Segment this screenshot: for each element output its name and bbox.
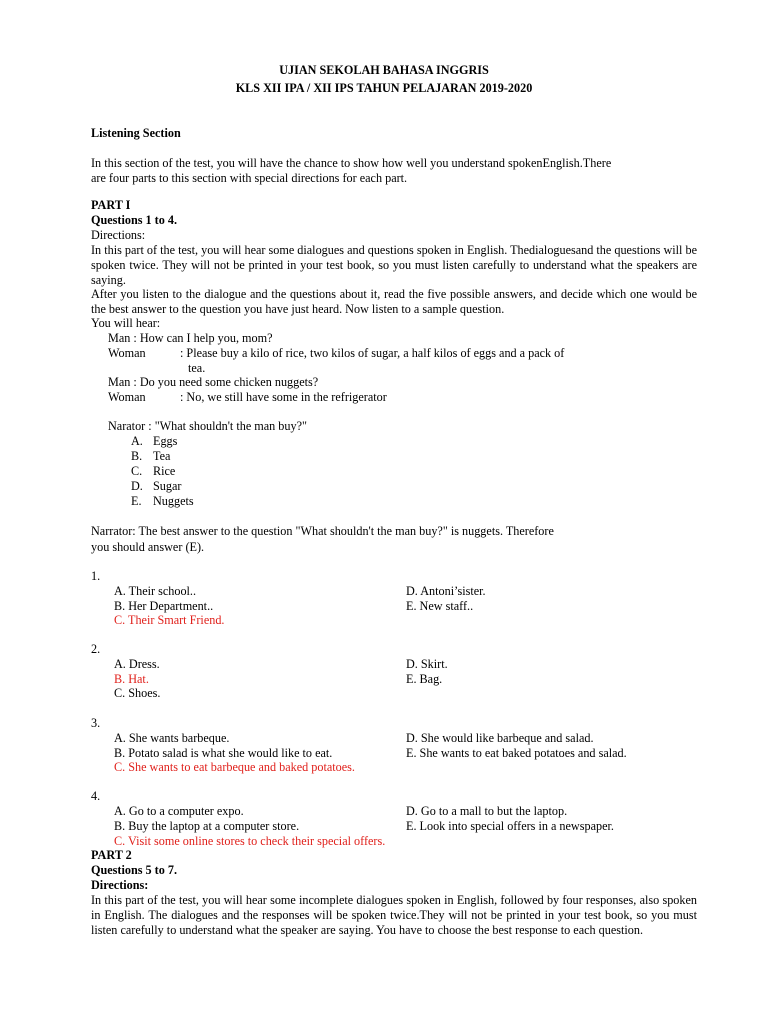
question-option: E. Bag. xyxy=(406,672,443,686)
sample-option-text: Rice xyxy=(153,464,176,478)
question-option: B. Buy the laptop at a computer store. xyxy=(114,819,300,833)
dialogue-woman-label2: Woman xyxy=(108,390,146,404)
sample-option-letter: D. xyxy=(131,479,143,493)
question-option: D. Go to a mall to but the laptop. xyxy=(406,804,568,818)
part2-heading: PART 2 xyxy=(91,848,132,862)
question-option: A. Their school.. xyxy=(114,584,197,598)
part1-directions-para1: In this part of the test, you will hear some dialogues and questions spoken in English. Thedialoguesand the questions will be spoken twice. They will not be printed in your test book, so you must listen carefully to understand what the speakers are saying. xyxy=(91,243,697,287)
question-option: C. Shoes. xyxy=(114,686,161,700)
listening-intro-line1: In this section of the test, you will have the chance to show how well you understand spokenEnglish.There xyxy=(91,156,612,170)
narrator-answer-line1: Narrator: The best answer to the question "What shouldn't the man buy?" is nuggets. Therefore xyxy=(91,524,554,538)
sample-option xyxy=(131,434,177,449)
dialogue-woman-line1a: : Please buy a kilo of rice, two kilos of sugar, a half kilos of eggs and a pack of xyxy=(180,346,565,360)
sample-option-letter: E. xyxy=(131,494,142,508)
sample-option xyxy=(131,464,175,479)
question-option: A. Go to a computer expo. xyxy=(114,804,244,818)
listening-intro-line2: are four parts to this section with special directions for each part. xyxy=(91,171,408,185)
question-option-answer: C. She wants to eat barbeque and baked potatoes. xyxy=(114,760,355,774)
you-will-hear: You will hear: xyxy=(91,316,161,330)
part1-directions-para2: After you listen to the dialogue and the questions about it, read the five possible answers, and decide which one would be the best answer to the question you have just heard. Now listen to a sample question. xyxy=(91,287,697,316)
dialogue-woman-line2: : No, we still have some in the refrigerator xyxy=(180,390,387,404)
question-number: 4. xyxy=(91,789,101,803)
question-option: D. She would like barbeque and salad. xyxy=(406,731,594,745)
question-option-answer: C. Visit some online stores to check their special offers. xyxy=(114,834,386,848)
part1-questions-range: Questions 1 to 4. xyxy=(91,213,177,227)
question-number: 1. xyxy=(91,569,101,583)
sample-option-letter: C. xyxy=(131,464,143,478)
question-option: A. She wants barbeque. xyxy=(114,731,230,745)
question-option: B. Potato salad is what she would like to eat. xyxy=(114,746,333,760)
dialogue-woman-label1: Woman xyxy=(108,346,146,360)
part2-directions-para: In this part of the test, you will hear some incomplete dialogues spoken in English, followed by four responses, also spoken in English. The dialogues and the responses will be spoken twice.They will not be printed in your test book, so you must listen carefully to understand what the speaker are saying. You have to choose the best response to each question. xyxy=(91,893,697,937)
sample-option-text: Eggs xyxy=(153,434,178,448)
sample-option xyxy=(131,449,170,464)
sample-option-letter: A. xyxy=(131,434,143,448)
question-option: D. Skirt. xyxy=(406,657,448,671)
question-number: 2. xyxy=(91,642,101,656)
sample-option-text: Sugar xyxy=(153,479,182,493)
listening-heading: Listening Section xyxy=(91,126,181,140)
narrator-answer-line2: you should answer (E). xyxy=(91,540,205,554)
question-number: 3. xyxy=(91,716,101,730)
sample-option xyxy=(131,494,194,509)
question-option-answer: B. Hat. xyxy=(114,672,149,686)
dialogue-man-line2: Man : Do you need some chicken nuggets? xyxy=(108,375,319,389)
question-option: D. Antoni’sister. xyxy=(406,584,486,598)
question-option: E. She wants to eat baked potatoes and salad. xyxy=(406,746,627,760)
question-option: E. New staff.. xyxy=(406,599,474,613)
part2-directions-label: Directions: xyxy=(91,878,149,892)
sample-option xyxy=(131,479,181,494)
part2-questions-range: Questions 5 to 7. xyxy=(91,863,177,877)
exam-title: UJIAN SEKOLAH BAHASA INGGRIS xyxy=(279,63,489,77)
part1-heading: PART I xyxy=(91,198,131,212)
sample-option-text: Tea xyxy=(153,449,171,463)
part1-directions-label: Directions: xyxy=(91,228,146,242)
question-option: E. Look into special offers in a newspaper. xyxy=(406,819,614,833)
sample-option-letter: B. xyxy=(131,449,143,463)
dialogue-woman-line1b: tea. xyxy=(188,361,206,375)
narrator-question: Narator : "What shouldn't the man buy?" xyxy=(108,419,307,433)
dialogue-man-line1: Man : How can I help you, mom? xyxy=(108,331,273,345)
question-option: B. Her Department.. xyxy=(114,599,214,613)
exam-subtitle: KLS XII IPA / XII IPS TAHUN PELAJARAN 2019-2020 xyxy=(235,81,533,95)
question-option: A. Dress. xyxy=(114,657,160,671)
question-option-answer: C. Their Smart Friend. xyxy=(114,613,225,627)
sample-option-text: Nuggets xyxy=(153,494,194,508)
